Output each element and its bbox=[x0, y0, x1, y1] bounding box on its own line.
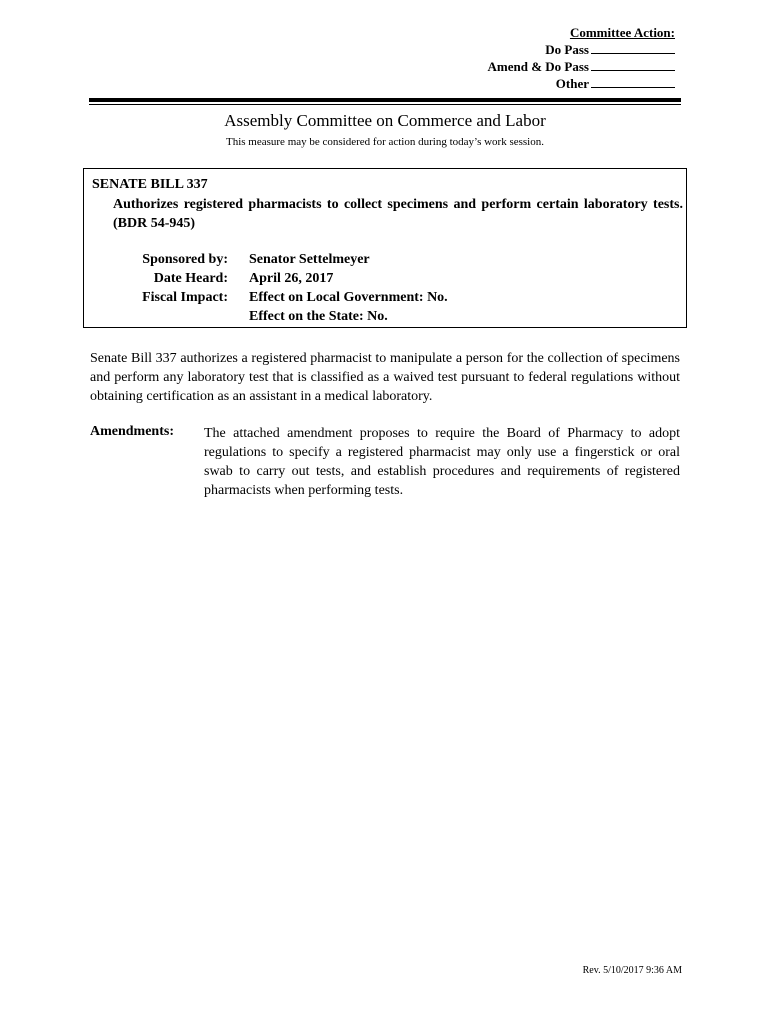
bill-number: SENATE BILL 337 bbox=[92, 177, 208, 192]
bill-description-paragraph: Senate Bill 337 authorizes a registered pharmacist to manipulate a person for the collection of specimens and perform any laboratory test that is classified as a waived test pursuant to federal regulations without obtaining certification as an assistant in a medical laboratory. bbox=[90, 351, 680, 404]
committee-action-title: Committee Action: bbox=[569, 25, 675, 40]
action-row-other bbox=[488, 75, 675, 92]
action-label-other: Other bbox=[555, 76, 589, 91]
bill-field-values bbox=[249, 250, 448, 326]
action-row-amend-do-pass bbox=[488, 58, 675, 75]
date-heard-label: Date Heard: bbox=[153, 271, 228, 286]
action-label-amend-do-pass: Amend & Do Pass bbox=[487, 59, 589, 74]
committee-action-block bbox=[488, 24, 675, 92]
fiscal-impact-label: Fiscal Impact: bbox=[142, 290, 228, 305]
header-divider-thick bbox=[89, 98, 681, 102]
action-blank-other bbox=[591, 76, 675, 88]
fiscal-impact-local-value: Effect on Local Government: No. bbox=[249, 290, 448, 305]
date-heard-value: April 26, 2017 bbox=[249, 271, 334, 286]
bill-summary: Authorizes registered pharmacists to collect specimens and perform certain laboratory tests. (BDR 54-945) bbox=[113, 197, 683, 231]
bill-field-labels bbox=[104, 250, 228, 307]
amendments-text: The attached amendment proposes to require the Board of Pharmacy to adopt regulations to specify a registered pharmacist may only use a fingerstick or oral swab to carry out tests, and establish procedures and requirements of registered pharmacists when performing tests. bbox=[204, 426, 680, 498]
sponsored-by-label: Sponsored by: bbox=[142, 252, 228, 267]
action-blank-do-pass bbox=[591, 42, 675, 54]
action-label-do-pass: Do Pass bbox=[545, 42, 589, 57]
fiscal-impact-state-value: Effect on the State: No. bbox=[249, 309, 388, 324]
committee-title: Assembly Committee on Commerce and Labor bbox=[224, 111, 546, 130]
action-blank-amend-do-pass bbox=[591, 59, 675, 71]
amendments-label: Amendments: bbox=[90, 424, 174, 439]
action-row-do-pass bbox=[488, 41, 675, 58]
committee-subtitle: This measure may be considered for action during today’s work session. bbox=[225, 136, 544, 148]
sponsored-by-value: Senator Settelmeyer bbox=[249, 252, 370, 267]
bill-info-box bbox=[83, 168, 687, 328]
revision-stamp: Rev. 5/10/2017 9:36 AM bbox=[582, 965, 682, 976]
header-divider-thin bbox=[89, 104, 681, 105]
